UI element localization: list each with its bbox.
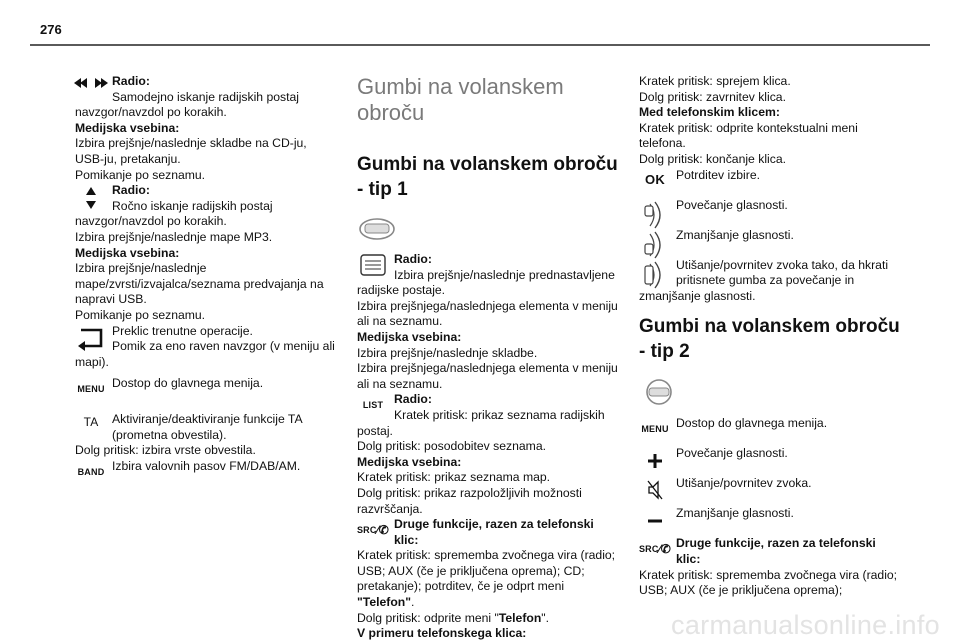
- seek-list-text: Pomikanje po seznamu.: [75, 167, 206, 182]
- volume-up-wheel-icon: [636, 198, 674, 228]
- steering-wheel-type2-icon: [639, 378, 679, 406]
- mute-speaker-icon: [636, 476, 674, 506]
- menu2-icon: MENU: [641, 424, 669, 435]
- minus-icon: [636, 506, 674, 536]
- updown-mp3-text: Izbira prejšnje/naslednje mape MP3.: [75, 229, 273, 244]
- seek-arrows-icon: [72, 74, 110, 104]
- src-short-text-a: Kratek pritisk: sprememba zvočnega vira (radio; USB; AUX (če je priključena oprema); CD; pretakanje); potrditev, če je odprt meni: [357, 548, 616, 594]
- plus-icon: [636, 446, 674, 476]
- list-radio-heading: Radio:: [394, 392, 432, 407]
- seek-media-text: Izbira prejšnje/naslednje skladbe na CD-ju, USB-ju, pretakanju.: [75, 136, 307, 166]
- column-left: [75, 74, 337, 489]
- minus-text: Zmanjšanje glasnosti.: [676, 506, 794, 521]
- src-phone-icon: SRC ⁄✆: [356, 523, 390, 538]
- wheel-buttons-entry: [357, 252, 619, 392]
- call-accept-text: Kratek pritisk: sprejem klica.: [639, 74, 791, 88]
- preset-radio-heading: Radio:: [394, 252, 432, 266]
- volume-up-text: Povečanje glasnosti.: [676, 197, 788, 212]
- during-call-heading: Med telefonskim klicem:: [639, 105, 780, 120]
- back-cancel-text: Preklic trenutne operacije.: [112, 323, 253, 338]
- updown-media-text: Izbira prejšnje/naslednje mape/zvrsti/izvajalca/seznama predvajanja na napravi USB.: [75, 261, 324, 307]
- src-short-text-c: .: [411, 595, 415, 610]
- volume-down-text: Zmanjšanje glasnosti.: [676, 227, 794, 242]
- seek-radio-text: Samodejno iskanje radijskih postaj navzgor/navzdol po korakih.: [75, 89, 299, 120]
- minus-entry: [639, 506, 903, 536]
- watermark: carmanualsonline.info: [671, 610, 940, 641]
- plus-text: Povečanje glasnosti.: [676, 446, 788, 461]
- ok-text: Potrditev izbire.: [676, 167, 760, 182]
- list-media-long-text: Dolg pritisk: prikaz razpoložljivih možnosti razvrščanja.: [357, 485, 582, 516]
- list-media-short-text: Kratek pritisk: prikaz seznama map.: [357, 470, 551, 485]
- header-divider: [30, 44, 930, 46]
- ta-entry: [75, 412, 337, 459]
- src-long-text-b: Telefon: [498, 610, 542, 625]
- src-short-text: [357, 548, 619, 610]
- src-long-text: [357, 611, 619, 627]
- list-entry: [357, 392, 619, 517]
- ok-icon: OK: [645, 171, 665, 187]
- up-down-arrows-icon: [72, 183, 110, 213]
- mute2-entry: [639, 476, 903, 506]
- updown-media-heading: Medijska vsebina:: [75, 245, 180, 260]
- src2-phone-icon: SRC ⁄✆: [638, 542, 672, 557]
- src2-heading: Druge funkcije, razen za telefonski klic:: [676, 536, 876, 566]
- back-level-text: Pomik za eno raven navzgor (v meniju ali mapi).: [75, 339, 335, 369]
- ok-entry: [639, 168, 903, 198]
- end-call-text: Dolg pritisk: končanje klica.: [639, 151, 786, 166]
- list-radio-long-text: Dolg pritisk: posodobitev seznama.: [357, 439, 547, 454]
- phone-call-heading: V primeru telefonskega klica:: [357, 626, 527, 641]
- call-reject-text: Dolg pritisk: zavrnitev klica.: [639, 89, 786, 104]
- mute-text: Utišanje/povrnitev zvoka tako, da hkrati pritisnete gumba za povečanje in zmanjšanje glasnosti.: [639, 257, 889, 303]
- mute-wheel-icon: [636, 258, 674, 288]
- preset-media-menu-text: Izbira prejšnjega/naslednjega elementa v meniju ali na seznamu.: [357, 361, 618, 391]
- menu-text: Dostop do glavnega menija.: [112, 376, 264, 391]
- column-right: [639, 74, 903, 599]
- band-text: Izbira valovnih pasov FM/DAB/AM.: [112, 459, 301, 474]
- updown-entry: [75, 183, 337, 323]
- preset-menu-text: Izbira prejšnjega/naslednjega elementa v meniju ali na seznamu.: [357, 298, 618, 329]
- preset-media-text: Izbira prejšnje/naslednje skladbe.: [357, 345, 538, 360]
- mute2-text: Utišanje/povrnitev zvoka.: [676, 476, 812, 491]
- seek-radio-heading: Radio:: [112, 74, 150, 88]
- column-middle: [357, 74, 619, 642]
- ta-icon: TA: [83, 415, 99, 430]
- menu2-entry: [639, 416, 903, 446]
- preset-radio-text: Izbira prejšnje/naslednje prednastavljene radijske postaje.: [357, 267, 615, 298]
- mute-entry: [639, 258, 903, 305]
- wheel-buttons-icon: [354, 252, 392, 282]
- band-icon: BAND: [77, 467, 105, 478]
- context-menu-text: Kratek pritisk: odprite kontekstualni meni telefona.: [639, 120, 858, 151]
- updown-radio-heading: Radio:: [112, 183, 150, 198]
- list-radio-short-text: Kratek pritisk: prikaz seznama radijskih postaj.: [357, 407, 605, 438]
- volume-down-entry: [639, 228, 903, 258]
- back-arrow-icon: [72, 324, 110, 354]
- ta-text: Aktiviranje/deaktiviranje funkcije TA (prometna obvestila).: [112, 412, 302, 442]
- updown-radio-text: Ročno iskanje radijskih postaj navzgor/navzdol po korakih.: [75, 198, 273, 229]
- src2-icon-label: SRC: [638, 544, 659, 555]
- menu-entry: [75, 376, 337, 406]
- ta-long-text: Dolg pritisk: izbira vrste obvestila.: [75, 443, 256, 458]
- subsection-title-type1: Gumbi na volanskem obroču - tip 1: [357, 154, 618, 200]
- src-icon-label: SRC: [356, 525, 377, 536]
- src-short-text-b: "Telefon": [357, 595, 411, 610]
- list-media-heading: Medijska vsebina:: [357, 454, 462, 469]
- page-number: 276: [40, 22, 62, 37]
- volume-up-entry: [639, 198, 903, 228]
- steering-wheel-type1-icon: [357, 216, 397, 242]
- band-entry: [75, 459, 337, 478]
- src-long-text-c: ".: [541, 610, 549, 625]
- seek-entry: [75, 74, 337, 183]
- src-heading: Druge funkcije, razen za telefonski klic:: [394, 517, 594, 547]
- src-long-text-a: Dolg pritisk: odprite meni ": [357, 610, 499, 625]
- src2-entry: [639, 536, 903, 598]
- volume-down-wheel-icon: [636, 228, 674, 258]
- menu-icon: MENU: [77, 384, 105, 395]
- plus-entry: [639, 446, 903, 476]
- updown-list-text: Pomikanje po seznamu.: [75, 307, 206, 322]
- list-icon: LIST: [362, 400, 384, 411]
- subsection-title-type2: Gumbi na volanskem obroču - tip 2: [639, 316, 900, 363]
- src-entry: [357, 517, 619, 642]
- back-entry: [75, 324, 337, 371]
- preset-media-heading: Medijska vsebina:: [357, 329, 462, 344]
- section-title: Gumbi na volanskem obroču: [357, 74, 564, 125]
- menu2-text: Dostop do glavnega menija.: [676, 416, 828, 431]
- src2-text: Kratek pritisk: sprememba zvočnega vira (radio; USB; AUX (če je priključena oprema);: [639, 567, 898, 598]
- seek-media-heading: Medijska vsebina:: [75, 120, 180, 135]
